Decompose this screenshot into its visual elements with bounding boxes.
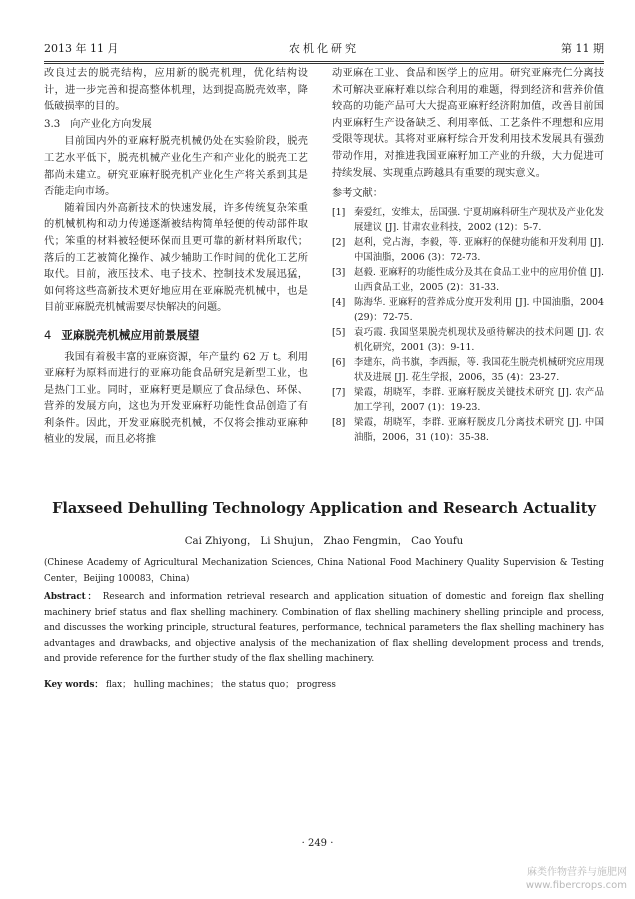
- section-number: 3.3: [44, 118, 61, 130]
- keywords-label: Key words：: [44, 680, 104, 690]
- reference-text: 梁霞，胡晓军，李群. 亚麻籽脱皮关键技术研究 [J]. 农产品加工学刊，2007 (1)：19-23.: [354, 386, 604, 413]
- page-number: · 249 ·: [301, 838, 334, 849]
- reference-item: [332, 265, 604, 295]
- reference-number: [2]: [332, 236, 346, 248]
- left-column: [44, 66, 308, 449]
- running-header: [44, 40, 604, 58]
- reference-item: [332, 385, 604, 415]
- section-number: 4: [44, 327, 52, 342]
- watermark: [526, 866, 627, 892]
- english-keywords: [44, 678, 604, 694]
- references-title: 参考文献：: [332, 188, 383, 200]
- header-rule-thin: [44, 63, 604, 64]
- header-date: 2013 年 11 月: [44, 42, 119, 55]
- section-4-heading: [44, 327, 308, 344]
- reference-text: 陈海华. 亚麻籽的营养成分度开发利用 [J]. 中国油脂，2004 (29)：72-75.: [354, 296, 604, 323]
- reference-number: [6]: [332, 356, 346, 368]
- paragraph-continued: 动亚麻在工业、食品和医学上的应用。研究亚麻壳仁分离技术可解决亚麻籽难以综合利用的难题，得到经济和营养价值较高的功能产品可大大提高亚麻籽经济附加值，改善目前国内亚麻籽生产设备缺乏、利用率低、工艺条件不理想和应用受限等现状。其将对亚麻籽综合开发利用技术发展具有强劲带动作用，对推进我国亚麻籽加工产业的升级，大力促进可持续发展、实现重点跨越具有重要的现实意义。: [332, 68, 604, 179]
- reference-number: [8]: [332, 416, 346, 428]
- watermark-url: www.fibercrops.com: [525, 880, 627, 891]
- english-abstract: [44, 590, 604, 668]
- reference-item: [332, 355, 604, 385]
- english-affiliation: (Chinese Academy of Agricultural Mechanization Sciences, China National Food Machinery Quality Supervision & Testing Center，Beijing 100083，China): [44, 558, 604, 584]
- reference-text: 赵利，党占海，李毅，等. 亚麻籽的保健功能和开发利用 [J]. 中国油脂，2006 (3)：72-73.: [354, 236, 604, 263]
- abstract-label: Abstract：: [44, 592, 99, 602]
- paragraph: 我国有着极丰富的亚麻资源，年产量约 62 万 t。利用亚麻籽为原料而进行的亚麻功能食品研究是新型工业，也是热门工业。同时，亚麻籽更是顺应了食品绿色、环保、营养的发展方向，这也为开发亚麻籽功能性食品创造了有利条件。因此，开发亚麻脱壳机械，不仅将会推动亚麻种植业的发展，而且必将推: [44, 351, 308, 446]
- reference-text: 秦爱红，安维太，岳国强. 宁夏胡麻科研生产现状及产业化发展建议 [J]. 甘肃农业科技，2002 (12)：5-7.: [354, 206, 604, 233]
- abstract-text: Research and information retrieval research and application situation of domestic and foreign flax shelling machinery brief status and flax shelling machinery. Combination of flax shelling machinery shelling principle and process, and discusses the working principle, structural features, performance, technical parameters the flax shelling machinery has advantages and drawbacks, and objective analysis of the mechanization of flax shelling development process and trends, and provide reference for the further study of the flax shelling machinery.: [44, 592, 605, 664]
- header-journal-name: 农机化研究: [289, 42, 359, 55]
- reference-number: [5]: [332, 326, 346, 338]
- header-issue: 第 11 期: [561, 42, 604, 55]
- reference-text: 梁霞，胡晓军，李群. 亚麻籽脱皮几分离技术研究 [J]. 中国油脂，2006，31 (10)：35-38.: [354, 416, 604, 443]
- english-title: Flaxseed Dehulling Technology Application and Research Actuality: [52, 500, 596, 517]
- reference-list: [332, 205, 604, 445]
- paragraph: 随着国内外高新技术的快速发展，许多传统复杂笨重的机械机构和动力传递逐渐被结构简单轻便的传动部件取代；笨重的材料被轻便环保而且更可靠的新材料所取代；落后的工艺被简化操作、减少辅助工作时间的优化工艺所取代。目前，液压技术、电子技术、控制技术发展迅猛，如何将这些高新技术更好地应用在亚麻脱壳机械中，也是目前亚麻脱壳机械需要尽快解决的问题。: [44, 202, 308, 314]
- keywords-text: flax； hulling machines； the status quo； progress: [106, 680, 336, 690]
- reference-item: [332, 325, 604, 355]
- section-title: 亚麻脱壳机械应用前景展望: [61, 327, 200, 342]
- section-title: 向产业化方向发展: [70, 118, 152, 130]
- reference-text: 赵毅. 亚麻籽的功能性成分及其在食品工业中的应用价值 [J]. 山西食品工业，2005 (2)：31-33.: [354, 266, 604, 293]
- english-authors: Cai Zhiyong， Li Shujun， Zhao Fengmin， Cao Youfu: [184, 536, 464, 547]
- reference-text: 袁巧霞. 我国坚果脱壳机现状及亟待解决的技术问题 [J]. 农机化研究，2001 (3)：9-11.: [354, 326, 604, 353]
- reference-number: [3]: [332, 266, 346, 278]
- right-column: [332, 66, 604, 445]
- reference-text: 李建东，尚书旗，李西振，等. 我国花生脱壳机械研究应用现状及进展 [J]. 花生学报，2006，35 (4)：23-27.: [354, 356, 604, 383]
- reference-number: [4]: [332, 296, 346, 308]
- reference-number: [1]: [332, 206, 346, 218]
- intro-paragraph: 改良过去的脱壳结构，应用新的脱壳机理，优化结构设计，进一步完善和提高整体机理，达到提高脱壳效率，降低破损率的目的。: [44, 68, 308, 113]
- watermark-site-name: 麻类作物营养与施肥网: [527, 867, 627, 878]
- reference-number: [7]: [332, 386, 346, 398]
- header-rule: [44, 61, 604, 62]
- reference-item: [332, 415, 604, 445]
- reference-item: [332, 295, 604, 325]
- reference-item: [332, 205, 604, 235]
- reference-item: [332, 235, 604, 265]
- paragraph: 目前国内外的亚麻籽脱壳机械仍处在实验阶段，脱壳工艺水平低下，脱壳机械产业化生产和产业化的脱壳工艺都尚未建立。研究亚麻籽脱壳机产业化生产将关系到其是否能走向市场。: [44, 136, 308, 198]
- section-3-3-heading: [44, 117, 308, 134]
